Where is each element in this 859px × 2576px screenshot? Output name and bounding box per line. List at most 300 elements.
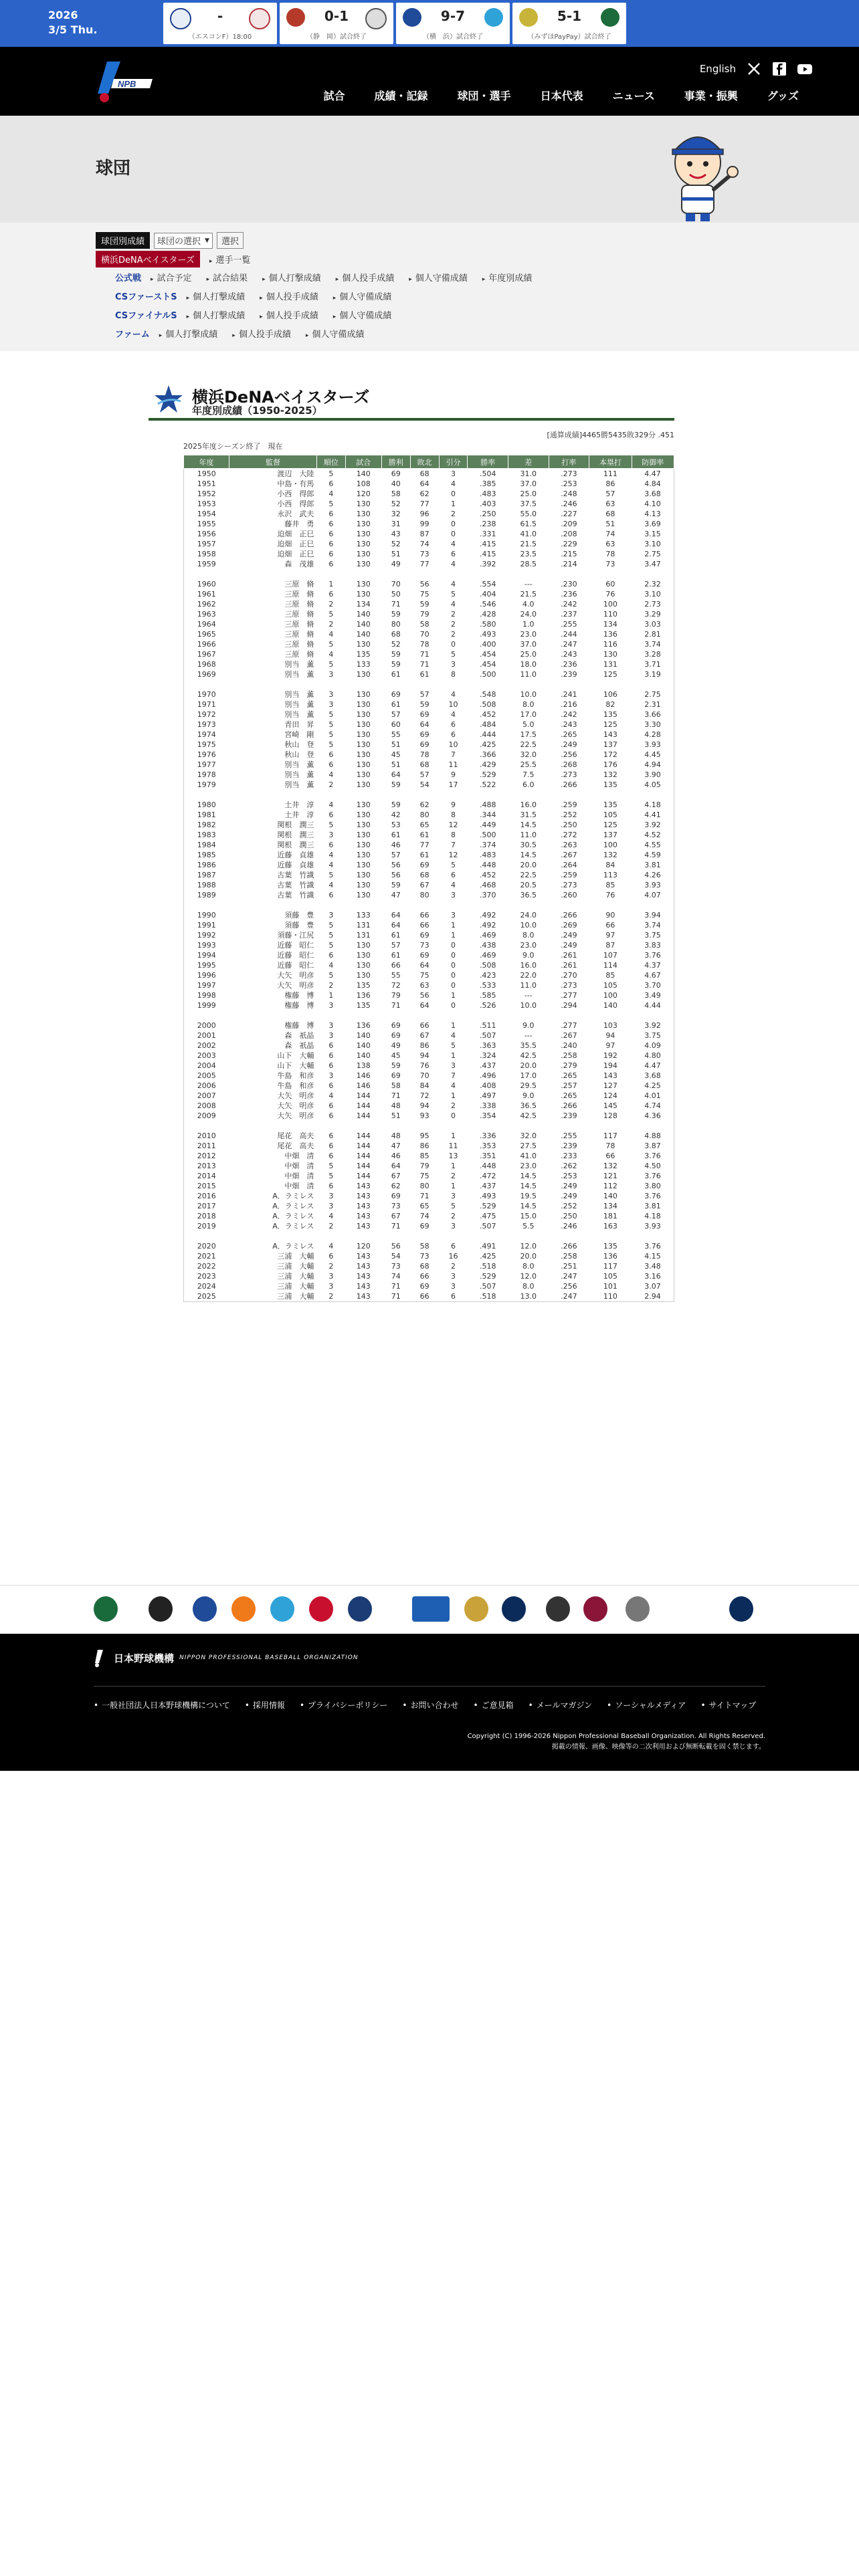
table-cell: 130 <box>356 540 371 548</box>
table-cell: 1 <box>328 580 334 588</box>
farm-link[interactable]: ▸ 個人投手成績 <box>232 327 291 340</box>
table-cell: .529 <box>479 770 496 779</box>
score-bar <box>0 0 859 47</box>
table-cell: .529 <box>479 1202 496 1210</box>
fighters-logo[interactable] <box>94 1596 118 1622</box>
table-cell: 6.0 <box>522 780 535 789</box>
table-cell: .252 <box>561 811 577 819</box>
table-cell: 6 <box>328 1182 334 1190</box>
table-cell: 中畑 清 <box>284 1162 314 1170</box>
table-cell: .385 <box>479 479 496 488</box>
table-cell: 4.67 <box>644 971 661 980</box>
table-cell: 3.74 <box>644 640 661 649</box>
buffaloes-logo[interactable] <box>502 1596 526 1622</box>
table-cell: 5 <box>328 710 334 719</box>
table-cell: 9.0 <box>522 1021 535 1030</box>
table-cell: 176 <box>603 760 617 769</box>
table-cell: 2 <box>451 1172 456 1180</box>
table-cell: 14.5 <box>520 1202 537 1210</box>
official-link[interactable]: ▸ 個人打撃成績 <box>262 271 321 284</box>
table-cell: 5 <box>328 740 334 749</box>
table-cell: 113 <box>603 871 617 879</box>
table-cell: 49 <box>391 1041 401 1050</box>
game-card[interactable]: 5-1 （みずほPayPay）試合終了 <box>512 3 626 44</box>
table-cell: 32.0 <box>520 750 537 759</box>
table-cell: 61 <box>419 851 430 859</box>
table-cell: 95 <box>419 1132 430 1140</box>
table-cell: .277 <box>561 1021 577 1030</box>
table-cell: 69 <box>419 740 430 749</box>
table-cell: 1971 <box>197 700 216 709</box>
facebook-icon[interactable] <box>772 62 787 76</box>
table-cell: 130 <box>356 951 371 960</box>
cs-final-link[interactable]: ▸ 個人守備成績 <box>333 308 392 321</box>
table-cell: 10.0 <box>520 690 537 699</box>
table-cell: 2.32 <box>644 580 661 588</box>
table-cell: 48 <box>391 1101 401 1110</box>
table-cell: 51 <box>391 1111 401 1120</box>
table-cell: 1993 <box>197 941 216 950</box>
table-cell: 74 <box>419 1212 430 1220</box>
table-cell: 4 <box>328 851 334 859</box>
column-header: 差 <box>508 455 549 469</box>
lions-logo[interactable] <box>348 1596 372 1622</box>
table-cell: 42 <box>391 811 401 819</box>
table-cell: 130 <box>356 961 371 970</box>
table-cell: .263 <box>561 841 577 849</box>
table-row <box>184 489 674 499</box>
table-cell: 4.74 <box>644 1101 661 1110</box>
table-cell: .483 <box>479 851 496 859</box>
table-cell: 42.5 <box>520 1051 537 1060</box>
select-button[interactable]: 選択 <box>217 232 244 249</box>
table-cell: 77 <box>419 560 430 568</box>
table-cell: 2008 <box>197 1101 216 1110</box>
official-link[interactable]: ▸ 年度別成績 <box>482 271 533 284</box>
table-cell: 143 <box>356 1202 371 1210</box>
farm-link[interactable]: ▸ 個人打撃成績 <box>159 327 218 340</box>
table-cell: 64 <box>419 479 430 488</box>
nav-games[interactable]: 試合 <box>323 90 345 102</box>
table-cell: 69 <box>419 730 430 739</box>
table-cell: 130 <box>356 640 371 649</box>
table-cell: 68 <box>419 760 430 769</box>
table-cell: 69 <box>391 1031 401 1040</box>
table-cell: .251 <box>561 1262 577 1271</box>
table-cell: 77 <box>419 841 430 849</box>
npb-mark-icon <box>94 1648 108 1667</box>
table-row <box>184 990 674 1000</box>
table-cell: .408 <box>479 1081 496 1090</box>
table-row <box>184 940 674 950</box>
table-cell: A．ラミレス <box>272 1212 314 1220</box>
game-card[interactable]: - （エスコンF）18:00 <box>163 3 277 44</box>
official-link[interactable]: ▸ 試合結果 <box>207 271 248 284</box>
table-cell: 130 <box>356 560 371 568</box>
table-cell: 146 <box>356 1081 371 1090</box>
table-cell: 3.93 <box>644 1222 661 1230</box>
table-row <box>184 1071 674 1081</box>
table-cell: 4 <box>328 490 334 498</box>
table-cell: 82 <box>605 700 615 709</box>
table-cell: 0 <box>451 941 456 950</box>
table-header-row <box>184 455 674 469</box>
table-cell: 4.59 <box>644 851 661 859</box>
table-cell: 144 <box>356 1172 371 1180</box>
table-cell: 1994 <box>197 951 216 960</box>
table-cell: 3 <box>451 1282 456 1291</box>
column-header: 打率 <box>549 455 589 469</box>
table-cell: 1997 <box>197 981 216 990</box>
table-cell: .216 <box>561 700 577 709</box>
table-cell: .452 <box>479 710 496 719</box>
table-cell: 143 <box>356 1282 371 1291</box>
table-cell: 4.26 <box>644 871 661 879</box>
table-cell: .266 <box>561 911 577 920</box>
cs-first-link[interactable]: ▸ 個人投手成績 <box>260 290 318 302</box>
table-cell: 23.5 <box>520 550 537 558</box>
table-cell: 5 <box>328 1162 334 1170</box>
table-cell: 103 <box>603 1021 617 1030</box>
table-cell: .338 <box>479 1101 496 1110</box>
footer-link[interactable]: • メールマガジン <box>529 1699 593 1711</box>
table-cell: 76 <box>605 891 615 899</box>
table-cell: 31.0 <box>520 469 537 478</box>
table-cell: .249 <box>561 941 577 950</box>
table-cell: 2000 <box>197 1021 216 1030</box>
table-cell: 須藤 豊 <box>284 911 314 920</box>
official-link[interactable]: ▸ 試合予定 <box>151 271 192 284</box>
farm-link[interactable]: ▸ 個人守備成績 <box>306 327 365 340</box>
table-cell: 5 <box>328 720 334 729</box>
nav-business[interactable]: 事業・振興 <box>684 90 738 102</box>
spacer-cell <box>184 1121 674 1131</box>
table-cell: 130 <box>356 760 371 769</box>
table-cell: 2004 <box>197 1061 216 1070</box>
table-cell: 69 <box>391 1021 401 1030</box>
table-cell: .266 <box>561 1242 577 1251</box>
table-cell: 牛島 和彦 <box>277 1071 314 1080</box>
table-cell: 3.30 <box>644 720 661 729</box>
cs-first-link[interactable]: ▸ 個人守備成績 <box>333 290 392 302</box>
table-cell: 69 <box>419 931 430 940</box>
footer-divider <box>94 1686 765 1687</box>
table-cell: .244 <box>561 630 577 639</box>
table-cell: 69 <box>391 469 401 478</box>
table-cell: 65 <box>419 1202 430 1210</box>
table-cell: 4.13 <box>644 510 661 518</box>
footer-link[interactable]: • ソーシャルメディア <box>607 1699 686 1711</box>
table-cell: 3.68 <box>644 1071 661 1080</box>
table-cell: 127 <box>603 1081 617 1090</box>
table-cell: 12 <box>448 851 458 859</box>
table-cell: 42.5 <box>520 1111 537 1120</box>
table-cell: 2 <box>328 620 334 629</box>
table-cell: 69 <box>419 951 430 960</box>
giants-logo[interactable] <box>231 1596 256 1622</box>
team-logo-icon <box>249 8 270 29</box>
tigers-logo[interactable] <box>149 1596 173 1622</box>
table-cell: 94 <box>605 1031 615 1040</box>
cs-first-label: CSファーストS <box>115 292 177 302</box>
footer-link[interactable]: • サイトマップ <box>700 1699 756 1711</box>
cs-final-link[interactable]: ▸ 個人投手成績 <box>260 308 318 321</box>
table-cell: 1967 <box>197 650 216 659</box>
table-cell: 73 <box>419 1252 430 1261</box>
table-row <box>184 890 674 900</box>
table-cell: 1958 <box>197 550 216 558</box>
game-card[interactable]: 0-1 （静 岡）試合終了 <box>280 3 393 44</box>
decade-spacer <box>184 1231 674 1241</box>
table-cell: 51 <box>605 520 615 528</box>
table-cell: 1 <box>451 991 456 1000</box>
cs-first-link[interactable]: ▸ 個人打撃成績 <box>187 290 246 302</box>
table-cell: 4.05 <box>644 780 661 789</box>
table-cell: 15.0 <box>520 1212 537 1220</box>
table-cell: .256 <box>561 750 577 759</box>
table-cell: .454 <box>479 650 496 659</box>
table-cell: 61.5 <box>520 520 537 528</box>
table-cell: 三原 脩 <box>284 650 314 659</box>
english-link[interactable]: English <box>699 63 736 75</box>
table-cell: 130 <box>356 500 371 508</box>
table-cell: 2 <box>328 1292 334 1301</box>
table-cell: 3.07 <box>644 1282 661 1291</box>
table-cell: 45 <box>391 1051 401 1060</box>
table-cell: .444 <box>479 730 496 739</box>
carp-logo[interactable] <box>309 1596 333 1622</box>
farm-label: ファーム <box>115 330 150 340</box>
table-cell: .249 <box>561 931 577 940</box>
marines-logo[interactable] <box>546 1596 570 1622</box>
nav-goods[interactable]: グッズ <box>767 90 799 102</box>
table-cell: .279 <box>561 1061 577 1070</box>
table-cell: 107 <box>603 951 617 960</box>
table-cell: 古葉 竹識 <box>277 871 314 879</box>
table-cell: .266 <box>561 1101 577 1110</box>
table-cell: .265 <box>561 1091 577 1100</box>
hawks-logo[interactable] <box>464 1596 488 1622</box>
table-row <box>184 840 674 850</box>
table-cell: .265 <box>561 730 577 739</box>
table-cell: 36.5 <box>520 891 537 899</box>
x-icon[interactable] <box>747 62 761 76</box>
table-cell: 14.5 <box>520 851 537 859</box>
table-cell: 4 <box>328 770 334 779</box>
table-row <box>184 1291 674 1302</box>
table-cell: 2006 <box>197 1081 216 1090</box>
table-cell: .497 <box>479 1091 496 1100</box>
table-cell: 106 <box>603 690 617 699</box>
table-cell: .267 <box>561 1031 577 1040</box>
table-cell: 12.0 <box>520 1242 537 1251</box>
table-cell: 4 <box>328 861 334 869</box>
nav-stats[interactable]: 成績・記録 <box>374 90 428 102</box>
table-cell: .229 <box>561 540 577 548</box>
table-cell: 藤井 勇 <box>284 520 314 528</box>
table-cell: 5 <box>328 971 334 980</box>
footer-link[interactable]: • 一般社団法人日本野球機構について <box>94 1699 230 1711</box>
table-cell: 86 <box>605 479 615 488</box>
table-cell: 143 <box>356 1192 371 1200</box>
table-cell: .239 <box>561 1142 577 1150</box>
table-row <box>184 1181 674 1191</box>
table-cell: 2017 <box>197 1202 216 1210</box>
table-cell: 117 <box>603 1262 617 1271</box>
baystars-logo[interactable] <box>193 1596 217 1622</box>
table-cell: 4 <box>451 560 456 568</box>
table-cell: 61 <box>419 831 430 839</box>
table-cell: 58 <box>419 620 430 629</box>
table-cell: 3 <box>328 1001 334 1010</box>
table-cell: 20.0 <box>520 1252 537 1261</box>
table-row <box>184 629 674 639</box>
table-cell: 1991 <box>197 921 216 930</box>
table-cell: .496 <box>479 1071 496 1080</box>
table-cell: 4 <box>451 479 456 488</box>
eagles-logo[interactable] <box>583 1596 607 1622</box>
table-row <box>184 730 674 740</box>
table-cell: 権藤 博 <box>284 1021 314 1030</box>
table-cell: 56 <box>391 861 401 869</box>
table-cell: 85 <box>605 881 615 889</box>
table-row <box>184 1141 674 1151</box>
table-cell: 2024 <box>197 1282 216 1291</box>
table-row <box>184 770 674 780</box>
table-cell: 4.80 <box>644 1051 661 1060</box>
table-row <box>184 1031 674 1041</box>
footer-logo[interactable] <box>94 1648 359 1667</box>
decade-spacer <box>184 679 674 689</box>
footer-link[interactable]: • 採用情報 <box>245 1699 285 1711</box>
table-cell: 136 <box>603 1252 617 1261</box>
table-row <box>184 760 674 770</box>
table-cell: 46 <box>391 1152 401 1160</box>
table-cell: 0 <box>451 971 456 980</box>
table-cell: .236 <box>561 590 577 599</box>
table-cell: .507 <box>479 1222 496 1230</box>
table-cell: 3 <box>328 670 334 679</box>
table-row <box>184 980 674 990</box>
nav-news[interactable]: ニュース <box>612 90 655 102</box>
table-cell: 1969 <box>197 670 216 679</box>
samurai-japan-logo[interactable] <box>729 1596 753 1622</box>
player-list-link[interactable]: ▸ 選手一覧 <box>209 253 251 265</box>
team-select[interactable]: 球団の選択 ▼ <box>154 233 213 249</box>
table-cell: 2005 <box>197 1071 216 1080</box>
official-link[interactable]: ▸ 個人守備成績 <box>409 271 468 284</box>
table-cell: 三浦 大輔 <box>277 1282 314 1291</box>
footer-link[interactable]: • お問い合わせ <box>402 1699 458 1711</box>
table-cell: 11.0 <box>520 831 537 839</box>
official-link[interactable]: ▸ 個人投手成績 <box>336 271 395 284</box>
table-cell: 68 <box>419 871 430 879</box>
table-row <box>184 579 674 589</box>
table-cell: 6 <box>328 479 334 488</box>
table-cell: 21.5 <box>520 590 537 599</box>
table-cell: 1981 <box>197 811 216 819</box>
cs-final-link[interactable]: ▸ 個人打撃成績 <box>187 308 246 321</box>
table-cell: 27.5 <box>520 1142 537 1150</box>
table-cell: 143 <box>356 1272 371 1281</box>
table-cell: 1960 <box>197 580 216 588</box>
table-cell: .400 <box>479 640 496 649</box>
table-cell: 36.5 <box>520 1101 537 1110</box>
table-cell: 17.0 <box>520 1071 537 1080</box>
table-cell: 67 <box>419 1031 430 1040</box>
table-cell: 130 <box>356 580 371 588</box>
table-cell: 140 <box>356 610 371 619</box>
table-cell: 1990 <box>197 911 216 920</box>
table-cell: 120 <box>356 1242 371 1251</box>
table-cell: --- <box>524 1031 533 1040</box>
table-cell: 52 <box>391 640 401 649</box>
table-cell: .469 <box>479 931 496 940</box>
score-date: 2026 3/5 Thu. <box>48 9 98 36</box>
table-cell: 山下 大輔 <box>277 1061 314 1070</box>
table-cell: 181 <box>603 1212 617 1220</box>
table-cell: 132 <box>603 770 617 779</box>
table-row <box>184 649 674 659</box>
table-cell: 145 <box>603 1101 617 1110</box>
nav-teams[interactable]: 球団・選手 <box>457 90 511 102</box>
table-cell: 63 <box>419 981 430 990</box>
table-cell: .493 <box>479 630 496 639</box>
table-cell: 57 <box>419 770 430 779</box>
table-cell: 134 <box>603 1202 617 1210</box>
table-cell: 130 <box>356 690 371 699</box>
table-cell: 16 <box>448 1252 458 1261</box>
table-cell: 1978 <box>197 770 216 779</box>
table-cell: .491 <box>479 1242 496 1251</box>
table-cell: 140 <box>356 630 371 639</box>
table-cell: .243 <box>561 650 577 659</box>
nav-japan[interactable]: 日本代表 <box>540 90 583 102</box>
table-cell: 64 <box>391 1162 401 1170</box>
footer-link[interactable]: • ご意見箱 <box>474 1699 514 1711</box>
table-cell: 49 <box>391 560 401 568</box>
table-cell: 114 <box>603 961 617 970</box>
table-cell: 1970 <box>197 690 216 699</box>
table-cell: 6 <box>328 951 334 960</box>
table-cell: 4 <box>451 540 456 548</box>
table-cell: 59 <box>419 700 430 709</box>
npb-logo[interactable] <box>94 59 154 104</box>
table-cell: 三原 脩 <box>284 590 314 599</box>
table-cell: 3 <box>451 469 456 478</box>
table-cell: 1980 <box>197 800 216 809</box>
game-card[interactable]: 9-7 （横 浜）試合終了 <box>396 3 510 44</box>
table-cell: 森 祇晶 <box>284 1041 314 1050</box>
baystars-logo <box>153 384 185 415</box>
npb-seal-logo[interactable] <box>626 1596 650 1622</box>
footer-link[interactable]: • プライバシーポリシー <box>300 1699 387 1711</box>
dragons-logo[interactable] <box>412 1596 450 1622</box>
column-header: 引分 <box>439 455 468 469</box>
youtube-icon[interactable] <box>797 62 812 76</box>
table-cell: 19.5 <box>520 1192 537 1200</box>
table-cell: 6 <box>328 1041 334 1050</box>
table-cell: 130 <box>356 800 371 809</box>
table-cell: 6 <box>328 841 334 849</box>
swallows-logo[interactable] <box>270 1596 294 1622</box>
table-cell: 1983 <box>197 831 216 839</box>
table-cell: 67 <box>391 1172 401 1180</box>
table-cell: 3.76 <box>644 951 661 960</box>
table-cell: .246 <box>561 500 577 508</box>
table-cell: 0 <box>451 530 456 538</box>
table-cell: 69 <box>419 710 430 719</box>
